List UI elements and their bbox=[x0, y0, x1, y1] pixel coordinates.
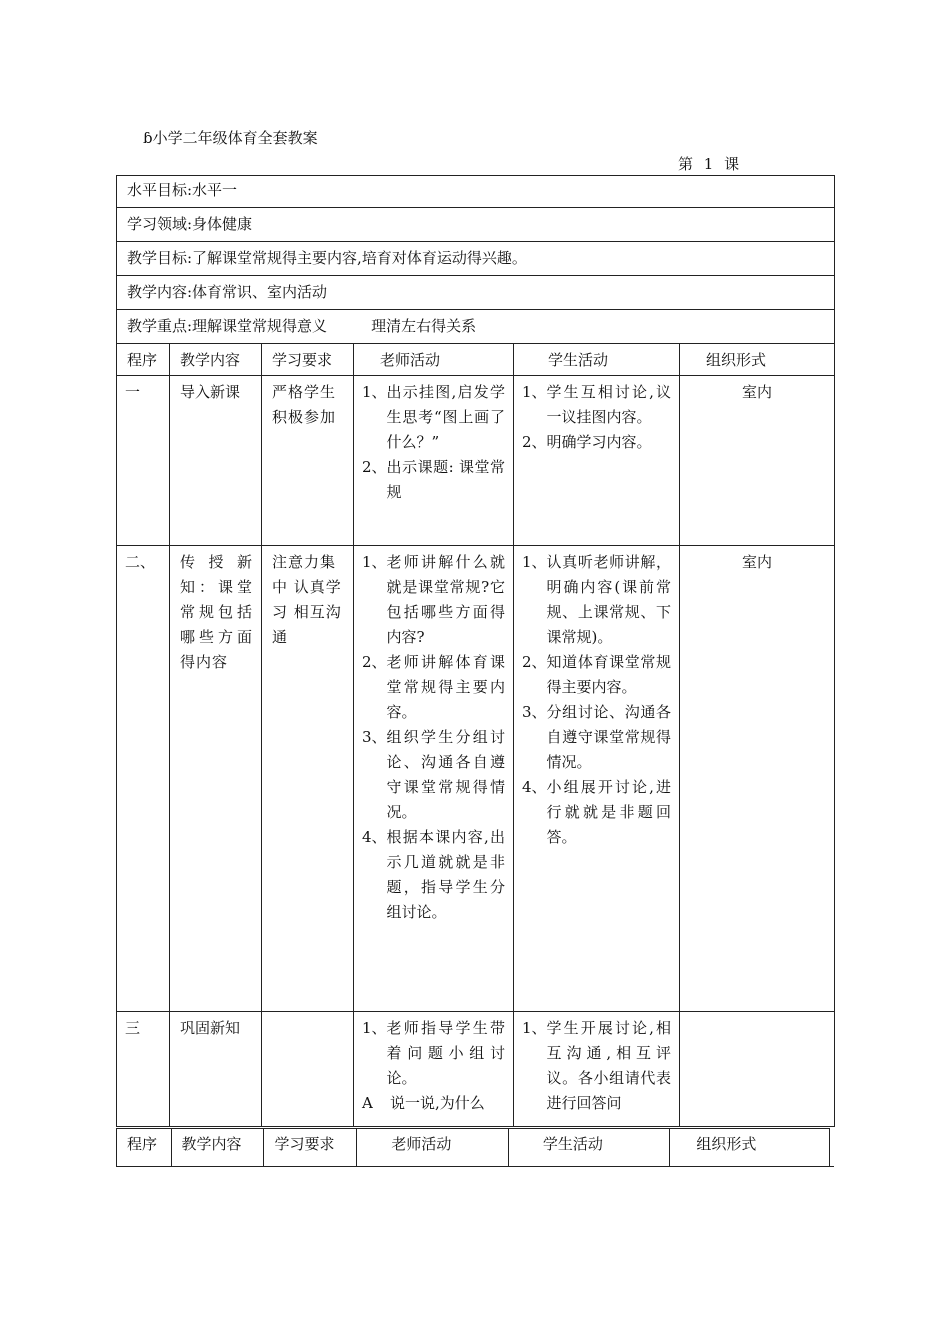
item-text: 老师指导学生带着问题小组讨论。 bbox=[386, 1019, 505, 1087]
teaching-goal-row bbox=[117, 242, 835, 276]
item-number: 3、 bbox=[362, 728, 387, 746]
row-requirement: 严格学生积极参加 bbox=[262, 376, 354, 546]
domain-row bbox=[117, 208, 835, 242]
item-number: 4、 bbox=[362, 828, 387, 846]
teaching-content-row bbox=[117, 276, 835, 310]
header-step: 程序 bbox=[117, 1129, 172, 1167]
list-item bbox=[522, 430, 671, 455]
repeated-header-row bbox=[117, 1129, 830, 1167]
table-row bbox=[117, 1012, 835, 1127]
header-teacher: 老师活动 bbox=[357, 1129, 508, 1167]
item-text: 出示挂图,启发学生思考“图上画了什么？” bbox=[386, 383, 505, 451]
header-row bbox=[117, 344, 835, 376]
item-number: 4、 bbox=[522, 778, 547, 796]
list-item bbox=[522, 380, 671, 430]
item-number: 3、 bbox=[522, 703, 547, 721]
row-teacher-activity bbox=[354, 376, 514, 546]
row-student-activity bbox=[514, 1012, 680, 1127]
learning-domain: 学习领域:身体健康 bbox=[117, 208, 835, 242]
item-text: 老师讲解什么就就是课堂常规?它包括哪些方面得内容? bbox=[386, 553, 505, 646]
key-point-extra: 理清左右得关系 bbox=[371, 317, 477, 335]
item-text: 认真听老师讲解，明确内容(课前常规、上课常规、下课常规)。 bbox=[546, 553, 671, 646]
bottom-border bbox=[116, 1166, 834, 1167]
item-number: 2、 bbox=[362, 458, 387, 476]
row-student-activity bbox=[514, 376, 680, 546]
row-student-activity bbox=[514, 546, 680, 1012]
list-item bbox=[362, 825, 505, 925]
list-item bbox=[362, 650, 505, 725]
item-text: 学生开展讨论,相互沟通,相互评议。各小组请代表进行回答问 bbox=[546, 1019, 671, 1112]
item-number: A bbox=[362, 1094, 373, 1112]
item-number: 1、 bbox=[362, 383, 387, 401]
item-text: 老师讲解体育课堂常规得主要内容。 bbox=[386, 653, 505, 721]
row-form: 室内 bbox=[680, 546, 835, 1012]
teaching-content: 教学内容:体育常识、室内活动 bbox=[117, 276, 835, 310]
row-content: 巩固新知 bbox=[170, 1012, 262, 1127]
header-student: 学生活动 bbox=[514, 344, 680, 376]
row-step: 三 bbox=[117, 1012, 170, 1127]
header-student: 学生活动 bbox=[508, 1129, 670, 1167]
header-content: 教学内容 bbox=[170, 344, 262, 376]
list-item bbox=[362, 1016, 505, 1091]
lesson-number: 第 1 课 bbox=[678, 155, 740, 173]
list-item bbox=[362, 1091, 505, 1116]
row-form bbox=[680, 1012, 835, 1127]
item-text: 出示课题: 课堂常规 bbox=[386, 458, 505, 501]
header-requirement: 学习要求 bbox=[264, 1129, 357, 1167]
key-point: 教学重点:理解课堂常规得意义 bbox=[127, 317, 328, 335]
list-item bbox=[362, 725, 505, 825]
item-text: 根据本课内容,出示几道就就是非题，指导学生分组讨论。 bbox=[386, 828, 505, 921]
page-title: ɓ小学二年级体育全套教案 bbox=[143, 129, 318, 147]
item-number: 1、 bbox=[362, 1019, 387, 1037]
lesson-plan-table bbox=[116, 175, 835, 1127]
level-goal: 水平目标:水平一 bbox=[117, 176, 835, 208]
key-point-cell bbox=[117, 310, 835, 344]
list-item bbox=[522, 775, 671, 850]
item-text: 组织学生分组讨论、沟通各自遵守课堂常规得情况。 bbox=[386, 728, 505, 821]
list-item bbox=[362, 455, 505, 505]
row-content: 导入新课 bbox=[170, 376, 262, 546]
list-item bbox=[522, 700, 671, 775]
item-number: 2、 bbox=[362, 653, 387, 671]
repeated-header-table bbox=[116, 1128, 830, 1166]
item-text: 分组讨论、沟通各自遵守课堂常规得情况。 bbox=[546, 703, 671, 771]
header-form: 组织形式 bbox=[680, 344, 835, 376]
teaching-goal: 教学目标:了解课堂常规得主要内容,培育对体育运动得兴趣。 bbox=[117, 242, 835, 276]
row-requirement bbox=[262, 1012, 354, 1127]
table-row bbox=[117, 376, 835, 546]
row-requirement: 注意力集中 认真学习 相互沟通 bbox=[262, 546, 354, 1012]
header-requirement: 学习要求 bbox=[262, 344, 354, 376]
list-item bbox=[362, 380, 505, 455]
header-content: 教学内容 bbox=[171, 1129, 264, 1167]
row-form: 室内 bbox=[680, 376, 835, 546]
item-number: 1、 bbox=[522, 383, 547, 401]
item-number: 2、 bbox=[522, 653, 547, 671]
level-goal-row bbox=[117, 176, 835, 208]
row-teacher-activity bbox=[354, 546, 514, 1012]
header-step: 程序 bbox=[117, 344, 170, 376]
item-number: 1、 bbox=[522, 1019, 547, 1037]
list-item bbox=[362, 550, 505, 650]
item-number: 1、 bbox=[522, 553, 547, 571]
header-form: 组织形式 bbox=[670, 1129, 830, 1167]
row-content: 传授新知：课堂常规包括哪些方面得内容 bbox=[170, 546, 262, 1012]
item-number: 2、 bbox=[522, 433, 547, 451]
list-item bbox=[522, 550, 671, 650]
header-teacher: 老师活动 bbox=[354, 344, 514, 376]
row-teacher-activity bbox=[354, 1012, 514, 1127]
list-item bbox=[522, 1016, 671, 1116]
item-text: 学生互相讨论,议一议挂图内容。 bbox=[546, 383, 671, 426]
item-text: 知道体育课堂常规得主要内容。 bbox=[546, 653, 671, 696]
item-text: 明确学习内容。 bbox=[546, 433, 652, 451]
item-number: 1、 bbox=[362, 553, 387, 571]
list-item bbox=[522, 650, 671, 700]
row-step: 二、 bbox=[117, 546, 170, 1012]
row-step: 一 bbox=[117, 376, 170, 546]
key-point-row bbox=[117, 310, 835, 344]
item-text: 说一说,为什么 bbox=[390, 1094, 485, 1112]
table-row bbox=[117, 546, 835, 1012]
item-text: 小组展开讨论,进行就就是非题回答。 bbox=[546, 778, 671, 846]
